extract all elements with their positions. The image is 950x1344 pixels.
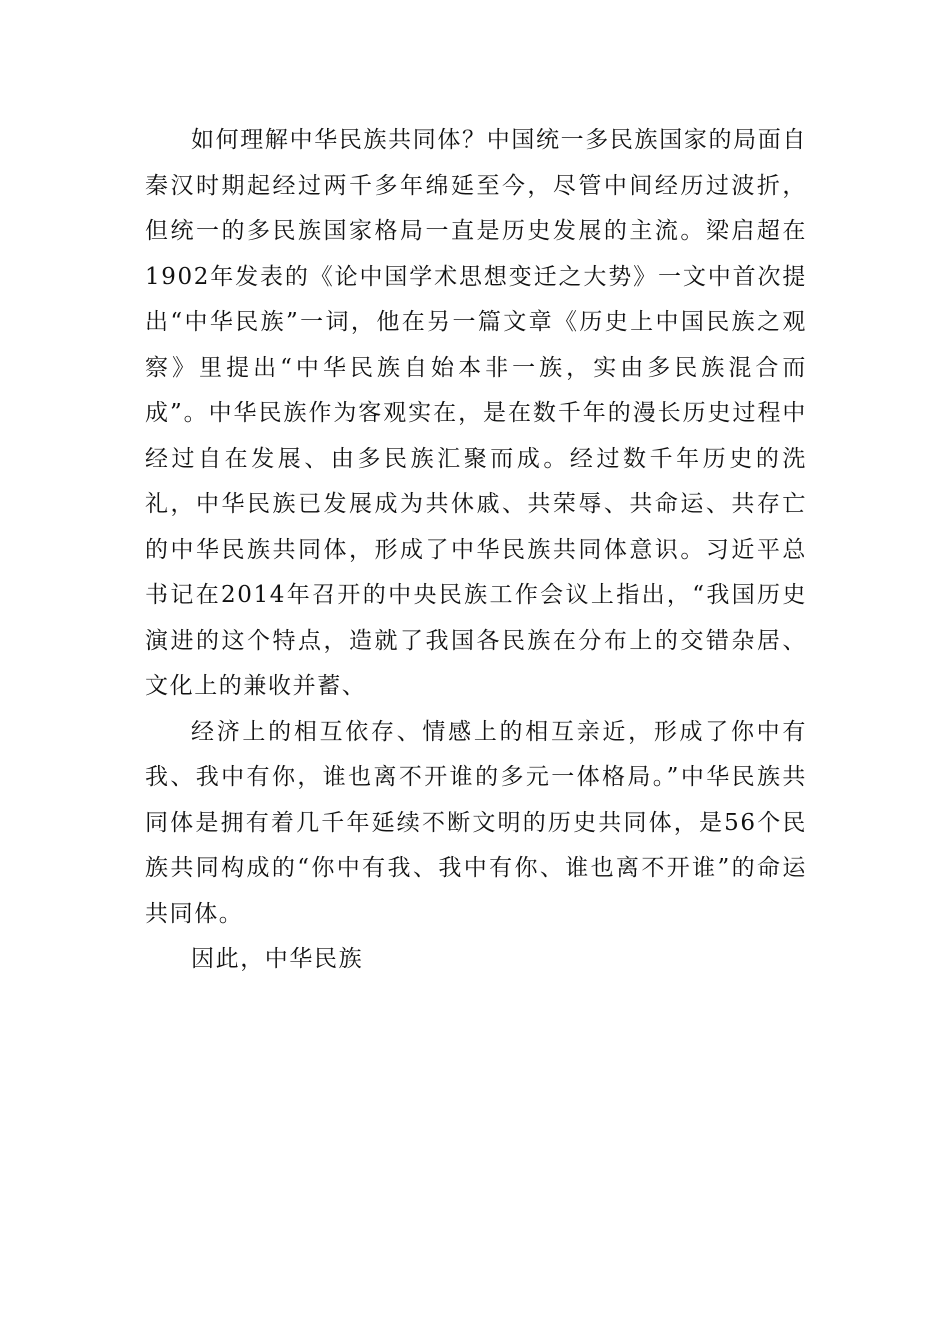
paragraph-3: 因此，中华民族 — [191, 946, 364, 972]
document-body — [145, 118, 807, 983]
paragraph-1: 如何理解中华民族共同体？中国统一多民族国家的局面自秦汉时期起经过两千多年绵延至今，尽管中间经历过波折，但统一的多民族国家格局一直是历史发展的主流。梁启超在1902年发表的《论中国学术思想变迁之大势》一文中首次提出“中华民族”一词，他在另一篇文章《历史上中国民族之观察》里提出“中华民族自始本非一族，实由多民族混合而成”。中华民族作为客观实在，是在数千年的漫长历史过程中经过自在发展、由多民族汇聚而成。经过数千年历史的洗礼，中华民族已发展成为共休戚、共荣辱、共命运、共存亡的中华民族共同体，形成了中华民族共同体意识。习近平总书记在2014年召开的中央民族工作会议上指出，“我国历史演进的这个特点，造就了我国各民族在分布上的交错杂居、文化上的兼收并蓄、 — [145, 127, 807, 699]
paragraph-2: 经济上的相互依存、情感上的相互亲近，形成了你中有我、我中有你，谁也离不开谁的多元一体格局。”中华民族共同体是拥有着几千年延续不断文明的历史共同体，是56个民族共同构成的“你中有我、我中有你、谁也离不开谁”的命运共同体。 — [145, 718, 807, 927]
